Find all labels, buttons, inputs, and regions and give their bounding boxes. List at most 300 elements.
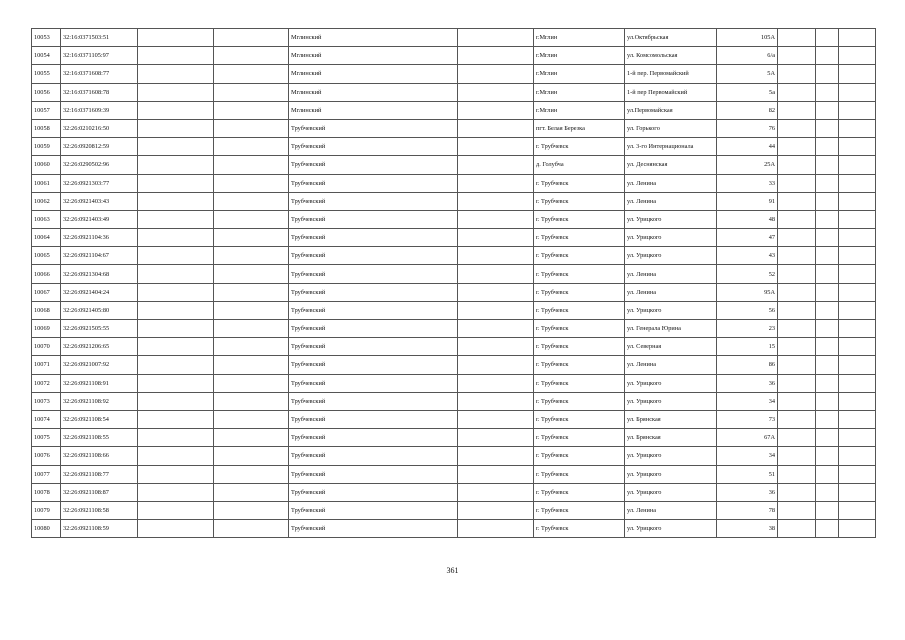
empty-cell-e bbox=[816, 247, 839, 265]
district-cell: Трубчевский bbox=[289, 429, 458, 447]
empty-cell-e bbox=[816, 47, 839, 65]
table-row bbox=[32, 447, 876, 465]
house-number-cell: 34 bbox=[717, 392, 778, 410]
empty-cell-a bbox=[138, 356, 214, 374]
empty-cell-c bbox=[458, 138, 534, 156]
table-row bbox=[32, 392, 876, 410]
record-number-cell: 10071 bbox=[32, 356, 61, 374]
house-number-cell: 6/а bbox=[717, 47, 778, 65]
street-cell: ул. Ленина bbox=[625, 283, 717, 301]
page-number: 361 bbox=[446, 566, 459, 575]
district-cell: Трубчевский bbox=[289, 392, 458, 410]
record-number-cell: 10055 bbox=[32, 65, 61, 83]
empty-cell-b bbox=[214, 301, 289, 319]
empty-cell-f bbox=[839, 283, 876, 301]
empty-cell-c bbox=[458, 174, 534, 192]
street-cell: 1-й пер Первомайский bbox=[625, 83, 717, 101]
settlement-cell: г. Трубчевск bbox=[534, 338, 625, 356]
empty-cell-b bbox=[214, 283, 289, 301]
record-number-cell: 10074 bbox=[32, 410, 61, 428]
empty-cell-d bbox=[778, 447, 816, 465]
house-number-cell: 36 bbox=[717, 483, 778, 501]
empty-cell-d bbox=[778, 229, 816, 247]
empty-cell-a bbox=[138, 338, 214, 356]
cadastral-number-cell: 32:16:0371608:78 bbox=[61, 83, 138, 101]
empty-cell-e bbox=[816, 210, 839, 228]
settlement-cell: г.Мглин bbox=[534, 83, 625, 101]
settlement-cell: г. Трубчевск bbox=[534, 410, 625, 428]
empty-cell-a bbox=[138, 392, 214, 410]
empty-cell-b bbox=[214, 174, 289, 192]
empty-cell-a bbox=[138, 210, 214, 228]
empty-cell-e bbox=[816, 501, 839, 519]
table-row bbox=[32, 47, 876, 65]
empty-cell-b bbox=[214, 447, 289, 465]
street-cell: ул. Урицкого bbox=[625, 465, 717, 483]
district-cell: Трубчевский bbox=[289, 265, 458, 283]
empty-cell-a bbox=[138, 520, 214, 538]
house-number-cell: 67А bbox=[717, 429, 778, 447]
empty-cell-f bbox=[839, 101, 876, 119]
empty-cell-e bbox=[816, 156, 839, 174]
empty-cell-f bbox=[839, 229, 876, 247]
empty-cell-a bbox=[138, 501, 214, 519]
empty-cell-b bbox=[214, 483, 289, 501]
record-number-cell: 10057 bbox=[32, 101, 61, 119]
district-cell: Трубчевский bbox=[289, 247, 458, 265]
house-number-cell: 76 bbox=[717, 119, 778, 137]
district-cell: Трубчевский bbox=[289, 410, 458, 428]
cadastral-number-cell: 32:16:0371105:97 bbox=[61, 47, 138, 65]
empty-cell-a bbox=[138, 156, 214, 174]
district-cell: Мглинский bbox=[289, 47, 458, 65]
table-row bbox=[32, 247, 876, 265]
empty-cell-e bbox=[816, 429, 839, 447]
cadastral-number-cell: 32:26:0921108:87 bbox=[61, 483, 138, 501]
house-number-cell: 51 bbox=[717, 465, 778, 483]
empty-cell-e bbox=[816, 283, 839, 301]
empty-cell-d bbox=[778, 174, 816, 192]
empty-cell-f bbox=[839, 174, 876, 192]
empty-cell-b bbox=[214, 356, 289, 374]
empty-cell-e bbox=[816, 465, 839, 483]
settlement-cell: г. Трубчевск bbox=[534, 174, 625, 192]
cadastral-number-cell: 32:26:0210216:50 bbox=[61, 119, 138, 137]
street-cell: ул. Урицкого bbox=[625, 229, 717, 247]
empty-cell-b bbox=[214, 465, 289, 483]
house-number-cell: 52 bbox=[717, 265, 778, 283]
record-number-cell: 10065 bbox=[32, 247, 61, 265]
empty-cell-d bbox=[778, 392, 816, 410]
empty-cell-d bbox=[778, 210, 816, 228]
empty-cell-d bbox=[778, 483, 816, 501]
house-number-cell: 95А bbox=[717, 283, 778, 301]
empty-cell-f bbox=[839, 392, 876, 410]
settlement-cell: д. Голубча bbox=[534, 156, 625, 174]
house-number-cell: 43 bbox=[717, 247, 778, 265]
empty-cell-f bbox=[839, 65, 876, 83]
record-number-cell: 10054 bbox=[32, 47, 61, 65]
settlement-cell: г. Трубчевск bbox=[534, 265, 625, 283]
settlement-cell: г. Трубчевск bbox=[534, 447, 625, 465]
empty-cell-d bbox=[778, 374, 816, 392]
district-cell: Трубчевский bbox=[289, 447, 458, 465]
empty-cell-c bbox=[458, 338, 534, 356]
empty-cell-c bbox=[458, 356, 534, 374]
empty-cell-f bbox=[839, 447, 876, 465]
settlement-cell: г. Трубчевск bbox=[534, 229, 625, 247]
empty-cell-c bbox=[458, 410, 534, 428]
empty-cell-a bbox=[138, 483, 214, 501]
settlement-cell: г. Трубчевск bbox=[534, 283, 625, 301]
empty-cell-d bbox=[778, 101, 816, 119]
empty-cell-c bbox=[458, 465, 534, 483]
empty-cell-d bbox=[778, 138, 816, 156]
cadastral-number-cell: 32:26:0921304:68 bbox=[61, 265, 138, 283]
district-cell: Трубчевский bbox=[289, 501, 458, 519]
empty-cell-c bbox=[458, 229, 534, 247]
table-row bbox=[32, 192, 876, 210]
cadastral-number-cell: 32:26:0920812:59 bbox=[61, 138, 138, 156]
empty-cell-b bbox=[214, 101, 289, 119]
district-cell: Трубчевский bbox=[289, 320, 458, 338]
empty-cell-f bbox=[839, 265, 876, 283]
house-number-cell: 36 bbox=[717, 374, 778, 392]
empty-cell-c bbox=[458, 429, 534, 447]
table-row bbox=[32, 101, 876, 119]
empty-cell-f bbox=[839, 47, 876, 65]
table-row bbox=[32, 283, 876, 301]
house-number-cell: 44 bbox=[717, 138, 778, 156]
street-cell: ул. Ленина bbox=[625, 501, 717, 519]
empty-cell-b bbox=[214, 65, 289, 83]
empty-cell-a bbox=[138, 265, 214, 283]
empty-cell-a bbox=[138, 301, 214, 319]
empty-cell-e bbox=[816, 174, 839, 192]
district-cell: Мглинский bbox=[289, 83, 458, 101]
record-number-cell: 10076 bbox=[32, 447, 61, 465]
empty-cell-a bbox=[138, 247, 214, 265]
empty-cell-b bbox=[214, 138, 289, 156]
empty-cell-d bbox=[778, 119, 816, 137]
house-number-cell: 15 bbox=[717, 338, 778, 356]
settlement-cell: пгт. Белая Березка bbox=[534, 119, 625, 137]
empty-cell-b bbox=[214, 338, 289, 356]
empty-cell-a bbox=[138, 47, 214, 65]
empty-cell-f bbox=[839, 356, 876, 374]
empty-cell-f bbox=[839, 374, 876, 392]
street-cell: 1-й пер. Первомайский bbox=[625, 65, 717, 83]
empty-cell-d bbox=[778, 247, 816, 265]
settlement-cell: г. Трубчевск bbox=[534, 392, 625, 410]
empty-cell-d bbox=[778, 265, 816, 283]
record-number-cell: 10072 bbox=[32, 374, 61, 392]
empty-cell-d bbox=[778, 465, 816, 483]
district-cell: Мглинский bbox=[289, 65, 458, 83]
record-number-cell: 10059 bbox=[32, 138, 61, 156]
empty-cell-e bbox=[816, 265, 839, 283]
empty-cell-e bbox=[816, 83, 839, 101]
street-cell: ул. Урицкого bbox=[625, 447, 717, 465]
empty-cell-c bbox=[458, 320, 534, 338]
table-row bbox=[32, 320, 876, 338]
district-cell: Трубчевский bbox=[289, 138, 458, 156]
district-cell: Трубчевский bbox=[289, 229, 458, 247]
empty-cell-a bbox=[138, 410, 214, 428]
district-cell: Трубчевский bbox=[289, 210, 458, 228]
empty-cell-a bbox=[138, 65, 214, 83]
cadastral-number-cell: 32:26:0921405:80 bbox=[61, 301, 138, 319]
empty-cell-d bbox=[778, 156, 816, 174]
empty-cell-d bbox=[778, 356, 816, 374]
empty-cell-d bbox=[778, 301, 816, 319]
district-cell: Мглинский bbox=[289, 101, 458, 119]
street-cell: ул. Ленина bbox=[625, 265, 717, 283]
empty-cell-f bbox=[839, 501, 876, 519]
record-number-cell: 10068 bbox=[32, 301, 61, 319]
street-cell: ул. Генерала Юрина bbox=[625, 320, 717, 338]
district-cell: Трубчевский bbox=[289, 283, 458, 301]
house-number-cell: 34 bbox=[717, 447, 778, 465]
empty-cell-f bbox=[839, 520, 876, 538]
settlement-cell: г. Трубчевск bbox=[534, 465, 625, 483]
cadastral-number-cell: 32:26:0921403:43 bbox=[61, 192, 138, 210]
table-row bbox=[32, 338, 876, 356]
table-row bbox=[32, 301, 876, 319]
empty-cell-e bbox=[816, 374, 839, 392]
empty-cell-b bbox=[214, 29, 289, 47]
record-number-cell: 10061 bbox=[32, 174, 61, 192]
empty-cell-e bbox=[816, 410, 839, 428]
empty-cell-d bbox=[778, 83, 816, 101]
house-number-cell: 86 bbox=[717, 356, 778, 374]
empty-cell-f bbox=[839, 192, 876, 210]
table-row bbox=[32, 265, 876, 283]
empty-cell-d bbox=[778, 429, 816, 447]
settlement-cell: г. Трубчевск bbox=[534, 247, 625, 265]
district-cell: Трубчевский bbox=[289, 192, 458, 210]
house-number-cell: 5А bbox=[717, 65, 778, 83]
table-row bbox=[32, 65, 876, 83]
street-cell: ул. Брянская bbox=[625, 410, 717, 428]
settlement-cell: г. Трубчевск bbox=[534, 501, 625, 519]
district-cell: Трубчевский bbox=[289, 156, 458, 174]
house-number-cell: 23 bbox=[717, 320, 778, 338]
empty-cell-a bbox=[138, 101, 214, 119]
empty-cell-c bbox=[458, 301, 534, 319]
record-number-cell: 10079 bbox=[32, 501, 61, 519]
street-cell: ул. Урицкого bbox=[625, 374, 717, 392]
cadastral-number-cell: 32:16:0371609:39 bbox=[61, 101, 138, 119]
district-cell: Мглинский bbox=[289, 29, 458, 47]
empty-cell-c bbox=[458, 210, 534, 228]
record-number-cell: 10075 bbox=[32, 429, 61, 447]
street-cell: ул.Октябрьская bbox=[625, 29, 717, 47]
empty-cell-b bbox=[214, 229, 289, 247]
empty-cell-c bbox=[458, 192, 534, 210]
empty-cell-c bbox=[458, 83, 534, 101]
street-cell: ул. Ленина bbox=[625, 174, 717, 192]
empty-cell-c bbox=[458, 265, 534, 283]
table-row bbox=[32, 138, 876, 156]
table-row bbox=[32, 483, 876, 501]
house-number-cell: 48 bbox=[717, 210, 778, 228]
house-number-cell: 82 bbox=[717, 101, 778, 119]
empty-cell-a bbox=[138, 374, 214, 392]
empty-cell-f bbox=[839, 29, 876, 47]
empty-cell-c bbox=[458, 101, 534, 119]
empty-cell-b bbox=[214, 156, 289, 174]
empty-cell-b bbox=[214, 210, 289, 228]
empty-cell-f bbox=[839, 156, 876, 174]
district-cell: Трубчевский bbox=[289, 356, 458, 374]
empty-cell-b bbox=[214, 320, 289, 338]
street-cell: ул. Горького bbox=[625, 119, 717, 137]
empty-cell-f bbox=[839, 247, 876, 265]
record-number-cell: 10053 bbox=[32, 29, 61, 47]
empty-cell-b bbox=[214, 392, 289, 410]
empty-cell-e bbox=[816, 229, 839, 247]
street-cell: ул. Ленина bbox=[625, 192, 717, 210]
district-cell: Трубчевский bbox=[289, 301, 458, 319]
empty-cell-a bbox=[138, 447, 214, 465]
cadastral-number-cell: 32:16:0371503:51 bbox=[61, 29, 138, 47]
empty-cell-b bbox=[214, 410, 289, 428]
cadastral-number-cell: 32:26:0921206:65 bbox=[61, 338, 138, 356]
empty-cell-a bbox=[138, 283, 214, 301]
empty-cell-c bbox=[458, 156, 534, 174]
empty-cell-c bbox=[458, 47, 534, 65]
empty-cell-c bbox=[458, 247, 534, 265]
cadastral-number-cell: 32:26:0921403:49 bbox=[61, 210, 138, 228]
table-row bbox=[32, 83, 876, 101]
empty-cell-b bbox=[214, 192, 289, 210]
empty-cell-b bbox=[214, 374, 289, 392]
empty-cell-a bbox=[138, 192, 214, 210]
empty-cell-e bbox=[816, 65, 839, 83]
cadastral-number-cell: 32:26:0921108:55 bbox=[61, 429, 138, 447]
record-number-cell: 10078 bbox=[32, 483, 61, 501]
house-number-cell: 105А bbox=[717, 29, 778, 47]
record-number-cell: 10080 bbox=[32, 520, 61, 538]
empty-cell-f bbox=[839, 83, 876, 101]
cadastral-number-cell: 32:26:0921108:58 bbox=[61, 501, 138, 519]
empty-cell-b bbox=[214, 501, 289, 519]
table-row bbox=[32, 465, 876, 483]
empty-cell-f bbox=[839, 465, 876, 483]
house-number-cell: 25А bbox=[717, 156, 778, 174]
empty-cell-f bbox=[839, 338, 876, 356]
table-row bbox=[32, 210, 876, 228]
record-number-cell: 10064 bbox=[32, 229, 61, 247]
empty-cell-e bbox=[816, 301, 839, 319]
cadastral-number-cell: 32:16:0371608:77 bbox=[61, 65, 138, 83]
settlement-cell: г.Мглин bbox=[534, 101, 625, 119]
empty-cell-e bbox=[816, 119, 839, 137]
empty-cell-c bbox=[458, 520, 534, 538]
cadastral-number-cell: 32:26:0921108:54 bbox=[61, 410, 138, 428]
empty-cell-e bbox=[816, 101, 839, 119]
empty-cell-a bbox=[138, 138, 214, 156]
empty-cell-e bbox=[816, 447, 839, 465]
table-row bbox=[32, 156, 876, 174]
settlement-cell: г. Трубчевск bbox=[534, 520, 625, 538]
empty-cell-b bbox=[214, 247, 289, 265]
record-number-cell: 10069 bbox=[32, 320, 61, 338]
cadastral-number-cell: 32:26:0921104:67 bbox=[61, 247, 138, 265]
empty-cell-d bbox=[778, 29, 816, 47]
empty-cell-d bbox=[778, 320, 816, 338]
empty-cell-d bbox=[778, 65, 816, 83]
cadastral-number-cell: 32:26:0921303:77 bbox=[61, 174, 138, 192]
street-cell: ул. Деснянская bbox=[625, 156, 717, 174]
empty-cell-d bbox=[778, 192, 816, 210]
settlement-cell: г.Мглин bbox=[534, 47, 625, 65]
record-number-cell: 10077 bbox=[32, 465, 61, 483]
empty-cell-a bbox=[138, 29, 214, 47]
record-number-cell: 10056 bbox=[32, 83, 61, 101]
house-number-cell: 38 bbox=[717, 520, 778, 538]
table-row bbox=[32, 229, 876, 247]
empty-cell-b bbox=[214, 429, 289, 447]
street-cell: ул.Первомайская bbox=[625, 101, 717, 119]
settlement-cell: г. Трубчевск bbox=[534, 429, 625, 447]
cadastral-number-cell: 32:26:0921505:55 bbox=[61, 320, 138, 338]
house-number-cell: 91 bbox=[717, 192, 778, 210]
settlement-cell: г. Трубчевск bbox=[534, 192, 625, 210]
empty-cell-b bbox=[214, 83, 289, 101]
table-row bbox=[32, 520, 876, 538]
empty-cell-b bbox=[214, 265, 289, 283]
street-cell: ул. Северная bbox=[625, 338, 717, 356]
empty-cell-a bbox=[138, 174, 214, 192]
empty-cell-b bbox=[214, 520, 289, 538]
settlement-cell: г.Мглин bbox=[534, 65, 625, 83]
settlement-cell: г. Трубчевск bbox=[534, 210, 625, 228]
street-cell: ул. Комсомольская bbox=[625, 47, 717, 65]
empty-cell-f bbox=[839, 138, 876, 156]
cadastral-number-cell: 32:26:0921108:66 bbox=[61, 447, 138, 465]
record-number-cell: 10066 bbox=[32, 265, 61, 283]
empty-cell-d bbox=[778, 520, 816, 538]
street-cell: ул. Урицкого bbox=[625, 483, 717, 501]
table-row bbox=[32, 501, 876, 519]
cadastral-number-cell: 32:26:0290502:96 bbox=[61, 156, 138, 174]
street-cell: ул. Брянская bbox=[625, 429, 717, 447]
empty-cell-f bbox=[839, 483, 876, 501]
record-number-cell: 10058 bbox=[32, 119, 61, 137]
street-cell: ул. Урицкого bbox=[625, 301, 717, 319]
house-number-cell: 47 bbox=[717, 229, 778, 247]
empty-cell-d bbox=[778, 47, 816, 65]
table-row bbox=[32, 29, 876, 47]
empty-cell-a bbox=[138, 229, 214, 247]
table-row bbox=[32, 356, 876, 374]
settlement-cell: г. Трубчевск bbox=[534, 483, 625, 501]
record-number-cell: 10060 bbox=[32, 156, 61, 174]
empty-cell-c bbox=[458, 392, 534, 410]
empty-cell-e bbox=[816, 338, 839, 356]
house-number-cell: 78 bbox=[717, 501, 778, 519]
empty-cell-c bbox=[458, 483, 534, 501]
district-cell: Трубчевский bbox=[289, 465, 458, 483]
cadastral-number-cell: 32:26:0921108:92 bbox=[61, 392, 138, 410]
settlement-cell: г. Трубчевск bbox=[534, 374, 625, 392]
empty-cell-b bbox=[214, 119, 289, 137]
empty-cell-d bbox=[778, 501, 816, 519]
empty-cell-a bbox=[138, 119, 214, 137]
cadastral-number-cell: 32:26:0921108:91 bbox=[61, 374, 138, 392]
